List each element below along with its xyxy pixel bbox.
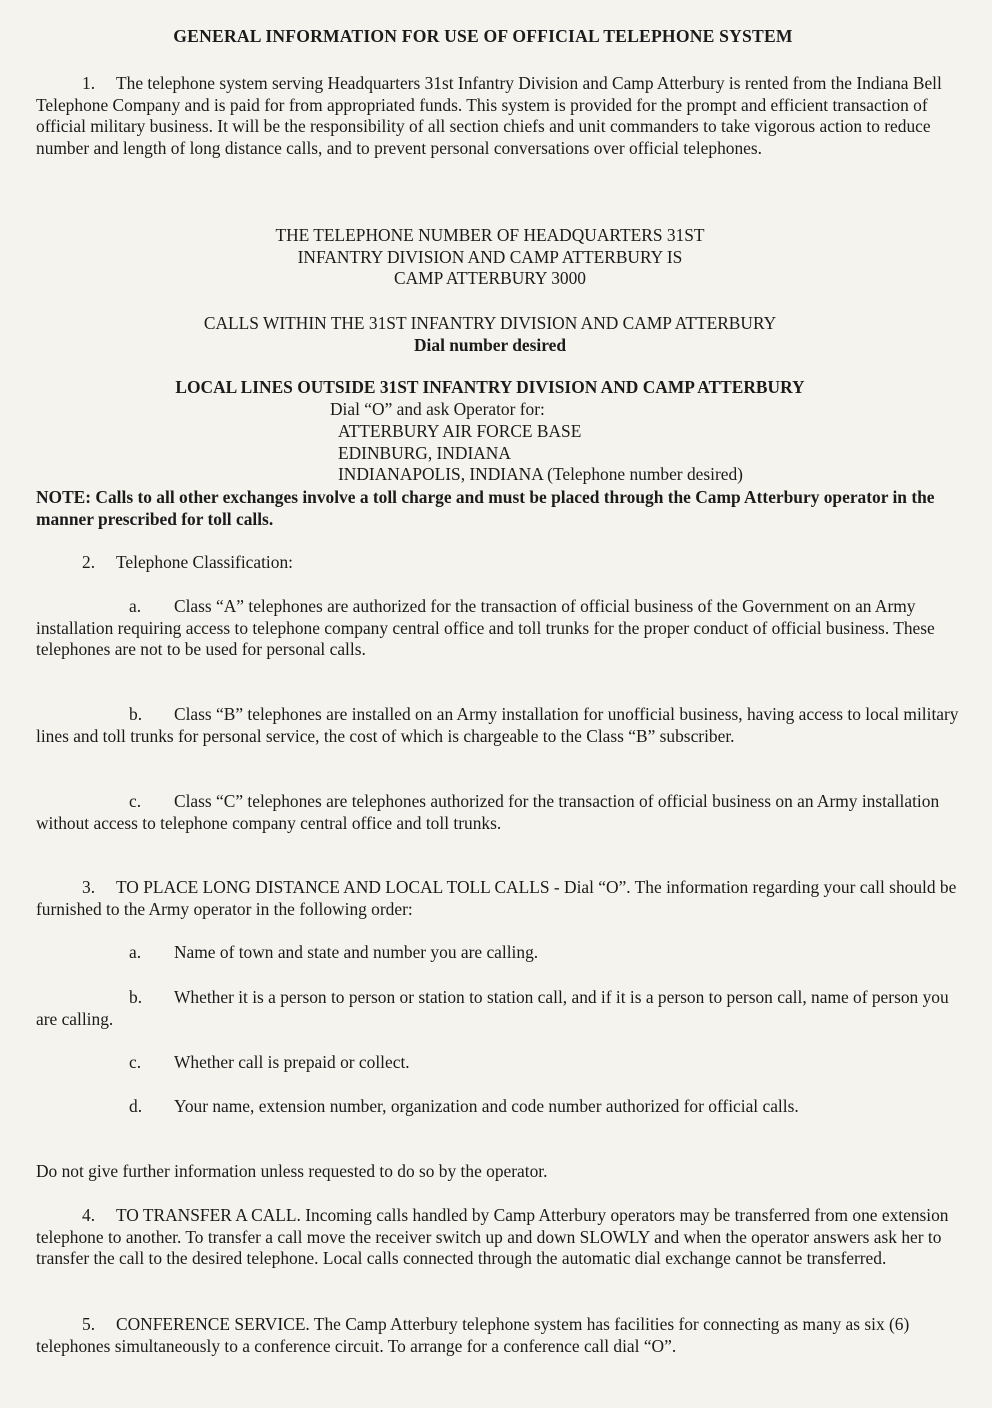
- item-label: c.: [129, 791, 142, 811]
- item-text: Class “B” telephones are installed on an Army installation for unofficial business, having access to local military lines and toll trunks for personal service, the cost of which is chargeable to the Class “B” subscriber.: [36, 704, 959, 746]
- classification-c: [36, 791, 960, 834]
- paragraph-text: CONFERENCE SERVICE. The Camp Atterbury telephone system has facilities for connecting as many as six (6) telephones simultaneously to a conference circuit. To arrange for a conference call dial “O”.: [36, 1314, 910, 1356]
- classification-b: [36, 704, 960, 747]
- paragraph-number: 4.: [82, 1205, 96, 1225]
- calls-within-block: [0, 313, 980, 356]
- toll-item-a: [36, 942, 960, 964]
- paragraph-number: 2.: [82, 552, 96, 572]
- paragraph-3: [36, 877, 960, 920]
- toll-closing-note: Do not give further information unless requested to do so by the operator.: [36, 1161, 548, 1181]
- paragraph-number: 1.: [82, 73, 96, 93]
- phone-number-line: INFANTRY DIVISION AND CAMP ATTERBURY IS: [297, 246, 683, 267]
- item-label: a.: [129, 596, 142, 616]
- item-label: b.: [129, 704, 143, 724]
- local-lines-instruction: Dial “O” and ask Operator for:: [330, 399, 545, 419]
- document-title: GENERAL INFORMATION FOR USE OF OFFICIAL TELEPHONE SYSTEM: [173, 26, 793, 46]
- paragraph-text: TO TRANSFER A CALL. Incoming calls handled by Camp Atterbury operators may be transferred from one extension telephone to another. To transfer a call move the receiver switch up and down SLOWLY and when the operator answers ask her to transfer the call to the desired telephone. Local calls connected through the automatic dial exchange cannot be transferred.: [36, 1205, 949, 1269]
- paragraph-heading: Telephone Classification:: [116, 552, 293, 572]
- paragraph-text: TO PLACE LONG DISTANCE AND LOCAL TOLL CALLS - Dial “O”. The information regarding your call should be furnished to the Army operator in the following order:: [36, 877, 957, 919]
- paragraph-number: 5.: [82, 1314, 96, 1334]
- phone-number-line: THE TELEPHONE NUMBER OF HEADQUARTERS 31ST: [275, 225, 705, 245]
- item-text: Class “C” telephones are telephones authorized for the transaction of official business on an Army installation without access to telephone company central office and toll trunks.: [36, 791, 940, 833]
- paragraph-2-heading: [36, 552, 960, 574]
- item-text: Whether it is a person to person or station to station call, and if it is a person to person call, name of person you are calling.: [36, 987, 949, 1029]
- phone-number-block: [0, 225, 980, 290]
- item-label: d.: [129, 1096, 143, 1116]
- local-lines-list: [338, 421, 898, 486]
- classification-a: [36, 596, 960, 661]
- list-item: ATTERBURY AIR FORCE BASE: [338, 421, 582, 441]
- paragraph-text: The telephone system serving Headquarters 31st Infantry Division and Camp Atterbury is rented from the Indiana Bell Telephone Company and is paid for from appropriated funds. This system is provided for the prompt and efficient transaction of official military business. It will be the responsibility of all section chiefs and unit commanders to take vigorous action to reduce number and length of long distance calls, and to prevent personal conversations over official telephones.: [36, 73, 942, 159]
- toll-item-b: [36, 987, 960, 1030]
- phone-number-line: CAMP ATTERBURY 3000: [394, 268, 586, 289]
- note: NOTE: Calls to all other exchanges involve a toll charge and must be placed through the Camp Atterbury operator in the manner prescribed for toll calls.: [36, 487, 935, 529]
- item-label: a.: [129, 942, 142, 962]
- list-item: EDINBURG, INDIANA: [338, 442, 511, 463]
- paragraph-number: 3.: [82, 877, 96, 897]
- item-text: Whether call is prepaid or collect.: [174, 1052, 410, 1072]
- item-label: b.: [129, 987, 143, 1007]
- calls-within-instruction: Dial number desired: [413, 334, 567, 355]
- toll-item-d: [36, 1096, 960, 1118]
- calls-within-heading: CALLS WITHIN THE 31ST INFANTRY DIVISION AND CAMP ATTERBURY: [203, 313, 777, 333]
- item-text: Your name, extension number, organization and code number authorized for official calls.: [174, 1096, 799, 1116]
- paragraph-4: [36, 1205, 960, 1270]
- local-lines-heading: LOCAL LINES OUTSIDE 31ST INFANTRY DIVISION AND CAMP ATTERBURY: [175, 377, 805, 397]
- paragraph-1: [36, 73, 960, 160]
- item-label: c.: [129, 1052, 142, 1072]
- item-text: Name of town and state and number you are calling.: [174, 942, 539, 962]
- item-text: Class “A” telephones are authorized for the transaction of official business of the Government on an Army installation requiring access to telephone company central office and toll trunks for the proper conduct of official business. These telephones are not to be used for personal calls.: [36, 596, 935, 660]
- toll-item-c: [36, 1052, 960, 1074]
- list-item: INDIANAPOLIS, INDIANA (Telephone number desired): [338, 464, 743, 485]
- paragraph-5: [36, 1314, 960, 1357]
